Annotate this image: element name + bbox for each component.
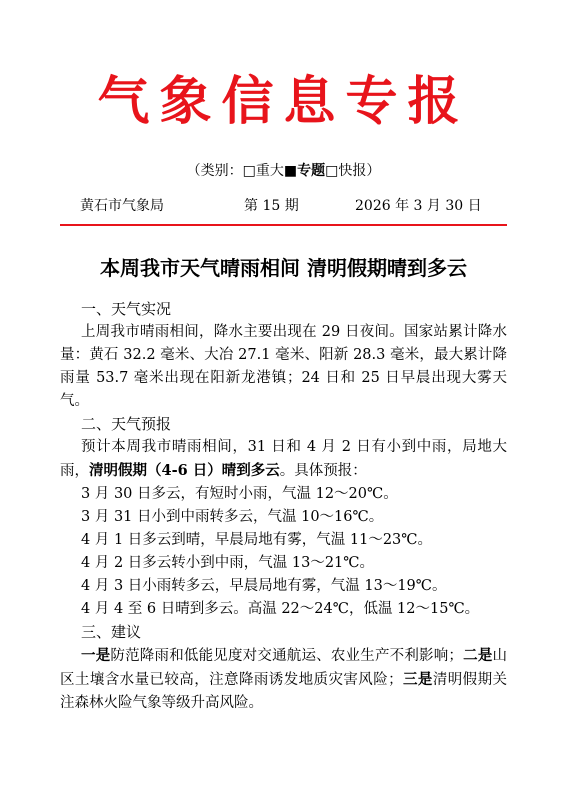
observations-paragraph: 上周我市晴雨相间，降水主要出现在 29 日夜间。国家站累计降水量：黄石 32.2 毫米、大冶 27.1 毫米、阳新 28.3 毫米，最大累计降雨量 53.7 毫米出现在阳新龙港镇；24 日和 25 日早晨出现大雾天气。 <box>60 324 507 409</box>
header-divider <box>60 224 507 226</box>
advice-keyword: 二是 <box>462 647 493 664</box>
forecast-intro-text-end: 。具体预报： <box>279 463 367 479</box>
advice-text: 清明假期关注森林火险气象等级升高风险。 <box>60 672 508 711</box>
checkbox-empty-icon: □ <box>325 163 339 179</box>
category-suffix: ） <box>366 163 381 179</box>
section-title-advice: 三、建议 <box>81 623 142 641</box>
issue-info <box>0 195 567 217</box>
advice-text: 防范降雨和低能见度对交通航运、农业生产不利影响； <box>110 648 463 664</box>
forecast-line: 3 月 31 日小到中雨转多云，气温 10～16℃。 <box>81 509 384 525</box>
forecast-line: 4 月 2 日多云转小到中雨，气温 13～21℃。 <box>81 555 375 571</box>
category-topic: 专题 <box>297 163 326 179</box>
masthead-title: 气象信息专报 <box>97 71 470 132</box>
category-line <box>0 160 567 182</box>
advice-text: 山区土壤含水量已较高，注意降雨诱发地质灾害风险； <box>60 648 508 688</box>
issue-number: 第 15 期 <box>244 198 299 214</box>
section-title-observations: 一、天气实况 <box>81 300 172 318</box>
forecast-line: 3 月 30 日多云，有短时小雨，气温 12～20℃。 <box>81 486 398 502</box>
category-prefix: （类别： <box>186 163 243 179</box>
advice-keyword: 一是 <box>81 647 111 664</box>
forecast-line: 4 月 1 日多云到晴，早晨局地有雾，气温 11～23℃。 <box>81 532 433 548</box>
category-express: 快报 <box>338 163 367 179</box>
section-title-forecast: 二、天气预报 <box>81 415 172 433</box>
forecast-intro <box>60 436 507 483</box>
checkbox-empty-icon: □ <box>242 163 256 179</box>
advice-paragraph <box>60 644 507 715</box>
category-major: 重大 <box>255 163 284 179</box>
advice-keyword: 三是 <box>402 671 433 688</box>
forecast-line: 4 月 4 至 6 日晴到多云。高温 22～24℃，低温 12～15℃。 <box>81 601 480 617</box>
forecast-holiday-highlight: 清明假期（4-6 日）晴到多云 <box>89 462 280 479</box>
page-title: 本周我市天气晴雨相间 清明假期晴到多云 <box>100 256 467 280</box>
forecast-intro-text: 预计本周我市晴雨相间，31 日和 4 月 2 日有小到中雨，局地大雨， <box>60 439 507 479</box>
report-body <box>60 298 507 715</box>
checkbox-filled-icon: ■ <box>283 163 298 179</box>
issue-date: 2026 年 3 月 30 日 <box>355 198 482 214</box>
forecast-line: 4 月 3 日小雨转多云，早晨局地有雾，气温 13～19℃。 <box>81 578 447 594</box>
issue-agency: 黄石市气象局 <box>80 198 164 214</box>
